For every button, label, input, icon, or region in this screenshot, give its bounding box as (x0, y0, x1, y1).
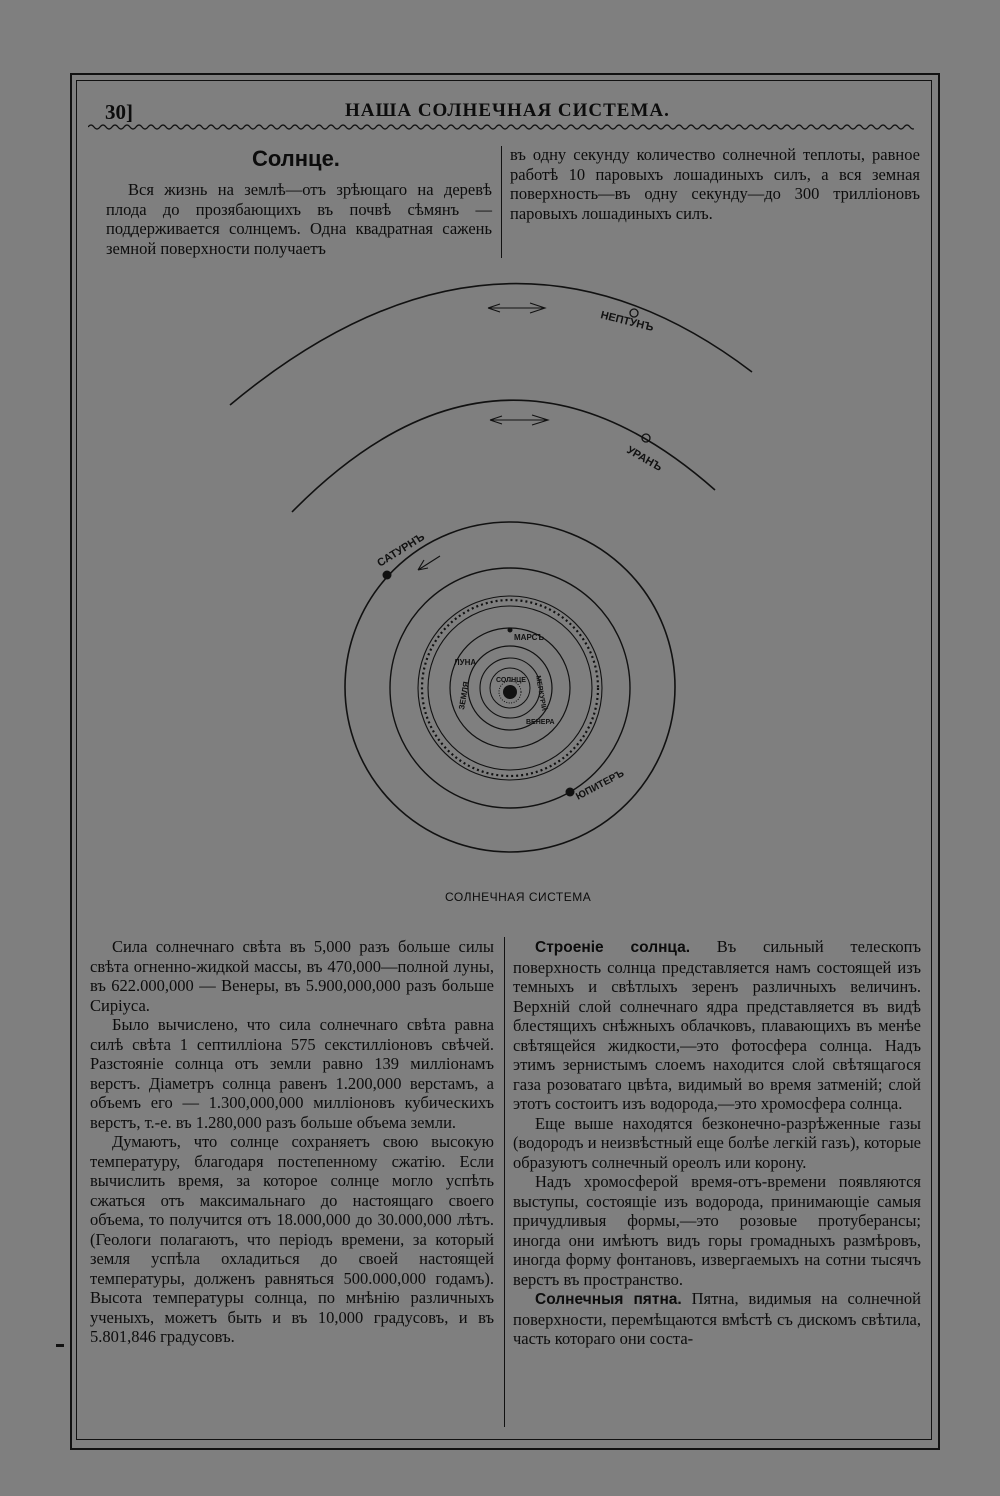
paragraph: Думаютъ, что солнце сохраняетъ свою высокую температуру, благодаря постепенному сжатію. Если вычислить время, за которое солнце могло успѣть сжаться отъ максимальнаго до настоящаго своего объема, то получится отъ 18.000,000 до 30.000,000 лѣтъ. (Геологи полагаютъ, что періодъ времени, за который земля успѣла охладиться до своей настоящей температуры, долженъ равняться 500.000,000 годамъ). Высота температуры солнца, по мнѣнію различныхъ ученыхъ, можетъ быть и въ 10,000 градусовъ, и въ 5.801,846 градусовъ. (90, 1132, 494, 1346)
lower-right-column (513, 937, 921, 1349)
neptune-label: НЕПТУНЪ (599, 309, 655, 335)
run-in-heading: Солнечныя пятна. (535, 1291, 682, 1308)
paragraph: Вся жизнь на землѣ—отъ зрѣющаго на деревѣ плода до прозябающихъ въ почвѣ сѣмянъ — поддерживается солнцемъ. Одна квадратная сажень земной поверхности получаетъ (106, 180, 492, 258)
column-divider (504, 937, 505, 1427)
saturn-label: САТУРНЪ (375, 531, 427, 570)
running-title: НАША СОЛНЕЧНАЯ СИСТЕМА. (345, 100, 670, 121)
margin-mark (56, 1344, 64, 1347)
sun-label: СОЛНЦЕ (496, 677, 526, 684)
paragraph: Было вычислено, что сила солнечнаго свѣта равна силѣ свѣта 1 септилліона 575 секстилліоновъ свѣчей. Разстояніе солнца отъ земли равно 139 милліонамъ верстъ. Діаметръ солнца равенъ 1.200,000 верстамъ, а объемъ его — 1.300,000,000 милліоновъ кубическихъ верстъ, т.-е. въ 1.280,000 разъ больше объема земли. (90, 1015, 494, 1132)
paragraph (513, 937, 921, 1114)
sun-intro-left (106, 180, 492, 258)
page-number: 30] (105, 100, 133, 124)
paragraph: въ одну секунду количество солнечной теплоты, равное работѣ 10 паровыхъ лошадиныхъ силъ, а вся земная поверхность—въ одну секунду—до 300 трилліоновъ паровыхъ лошадиныхъ силъ. (510, 145, 920, 223)
paragraph (513, 1289, 921, 1349)
paragraph: Надъ хромосферой время-отъ-времени появляются выступы, состоящіе изъ водорода, принимающіе самыя причудливыя формы,—это розовые протуберансы; иногда они имѣютъ видъ горы громадныхъ размѣровъ, иногда форму фонтановъ, извергаемыхъ на сотни тысячъ верстъ въ пространство. (513, 1172, 921, 1289)
figure-caption: СОЛНЕЧНАЯ СИСТЕМА (445, 890, 592, 904)
mars-label: МАРСЪ (514, 633, 545, 642)
venus-label: ВЕНЕРА (526, 719, 555, 726)
run-in-heading: Строеніе солнца. (535, 939, 691, 956)
paragraph: Еще выше находятся безконечно-разрѣженные газы (водородъ и неизвѣстный еще болѣе легкій газъ), которые образуютъ солнечный ореолъ или корону. (513, 1113, 921, 1172)
section-title-sun: Солнце. (252, 146, 340, 171)
moon-label: ЛУНА (454, 658, 477, 667)
paragraph-text: Въ сильный телескопъ поверхность солнца представляется намъ состоящей изъ темныхъ и свѣтлыхъ зеренъ различныхъ величинъ. Верхній слой солнечнаго ядра представляется въ видѣ блестящихъ снѣжныхъ облачковъ, плавающихъ въ менѣе свѣтящейся жидкости,—это фотосфера солнца. Надъ этимъ зернистымъ слоемъ находится слой свѣтящагося газа розоватаго цвѣта, видимый во время затменій; слой этотъ состоитъ изъ водорода,—это хромосфера солнца. (513, 937, 921, 1113)
lower-left-column (90, 937, 494, 1347)
earth-label: ЗЕМЛЯ (457, 680, 471, 711)
paragraph-text: Пятна, видимыя на солнечной поверхности, перемѣщаются вмѣстѣ съ дискомъ свѣтила, часть котораго они соста- (513, 1289, 922, 1348)
sun-intro-right (510, 145, 920, 223)
uranus-label: УРАНЪ (624, 444, 664, 474)
header-wavy-rule (88, 122, 914, 132)
mercury-label: МЕРКУРІЙ (534, 675, 548, 712)
jupiter-label: ЮПИТЕРЪ (574, 768, 627, 803)
paragraph: Сила солнечнаго свѣта въ 5,000 разъ больше силы свѣта огненно-жидкой массы, въ 470,000—полной луны, въ 622.000,000 — Венеры, въ 5.900,000,000 разъ больше Сиріуса. (90, 937, 494, 1015)
column-divider (501, 146, 502, 258)
